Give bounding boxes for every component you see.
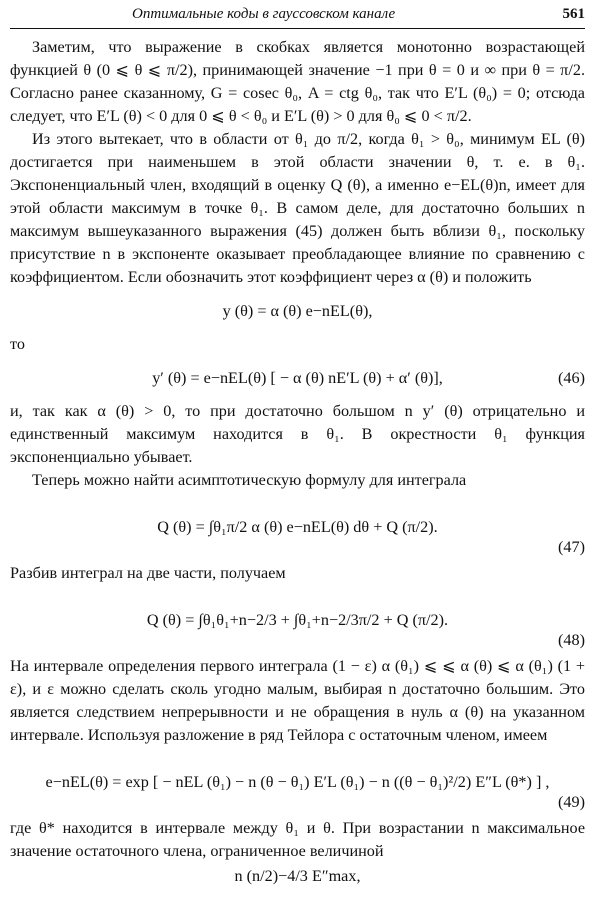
paragraph-5: Теперь можно найти асимптотическую формулу для интеграла	[32, 471, 467, 489]
equation-48	[10, 585, 585, 655]
paragraph-4: и, так как α (θ) > 0, то при достаточно большом n y′ (θ) отрицательно и единственный максимум находится в θ₁. В окрестности θ₁ функция экспоненциально убывает.	[10, 402, 585, 466]
equation-y	[10, 289, 585, 333]
paragraph-3: то	[10, 335, 25, 353]
running-title: Оптимальные коды в гауссовском канале	[132, 6, 396, 22]
equation-y-body: y (θ) = α (θ) e−nEL(θ),	[222, 302, 373, 320]
equation-49-number: (49)	[558, 793, 585, 811]
equation-47-number: (47)	[558, 538, 585, 556]
paragraph-2: Из этого вытекает, что в области от θ₁ до π/2, когда θ₁ > θ₀, минимум EL (θ) достигается при наименьшем в этой области значении θ, т. е. в θ₁. Экспоненциальный член, входящий в оценку Q (θ), а именно e−EL(θ)n, имеет для этой области максимум в точке θ₁. В самом деле, для достаточно больших n максимум вышеуказанного выражения (45) должен быть вблизи θ₁, поскольку присутствие n в экспоненте оказывает преобладающее влияние по сравнению с коэффициентом. Если обозначить этот коэффициент через α (θ) и положить	[10, 130, 585, 286]
equation-49	[10, 747, 585, 817]
equation-47-body: Q (θ) = ∫θ₁π/2 α (θ) e−nEL(θ) dθ + Q (π/2).	[157, 518, 438, 536]
equation-46-body: y′ (θ) = e−nEL(θ) [ − α (θ) nE′L (θ) + α′ (θ)],	[152, 369, 443, 387]
equation-46-number: (46)	[558, 369, 585, 387]
equation-48-number: (48)	[558, 631, 585, 649]
paragraph-6: Разбив интеграл на две части, получаем	[10, 564, 286, 582]
equation-47	[10, 492, 585, 562]
equation-remainder-body: n (n/2)−4/3 E″max,	[234, 867, 361, 885]
equation-48-body: Q (θ) = ∫θ₁θ₁+n−2/3 + ∫θ₁+n−2/3π/2 + Q (π/2).	[146, 611, 449, 629]
page-header	[10, 4, 585, 29]
equation-49-body: e−nEL(θ) = exp [ − nEL (θ₁) − n (θ − θ₁) E′L (θ₁) − n ((θ − θ₁)²/2) E″L (θ*) ] ,	[45, 773, 550, 791]
paragraph-7: На интервале определения первого интеграла (1 − ε) α (θ₁) ⩽ ⩽ α (θ) ⩽ α (θ₁) (1 + ε), и ε можно сделать сколь угодно малым, выбирая n достаточно большим. Это является следствием непрерывности и не обращения в нуль α (θ) на указанном интервале. Используя разложение в ряд Тейлора с остаточным членом, имеем	[10, 657, 585, 744]
page-body	[10, 36, 585, 888]
paragraph-8: где θ* находится в интервале между θ₁ и θ. При возрастании n максимальное значение остаточного члена, ограниченное величиной	[10, 819, 585, 860]
paragraph-1: Заметим, что выражение в скобках является монотонно возрастающей функцией θ (0 ⩽ θ ⩽ π/2), принимающей значение −1 при θ = 0 и ∞ при θ = π/2. Согласно ранее сказанному, G = cosec θ₀, A = ctg θ₀, так что E′L (θ₀) = 0; отсюда следует, что E′L (θ) < 0 для 0 ⩽ θ < θ₀ и E′L (θ) > 0 для θ₀ ⩽ 0 < π/2.	[10, 38, 585, 125]
equation-46	[10, 356, 585, 400]
page-number: 561	[562, 6, 585, 22]
equation-remainder	[10, 865, 585, 888]
